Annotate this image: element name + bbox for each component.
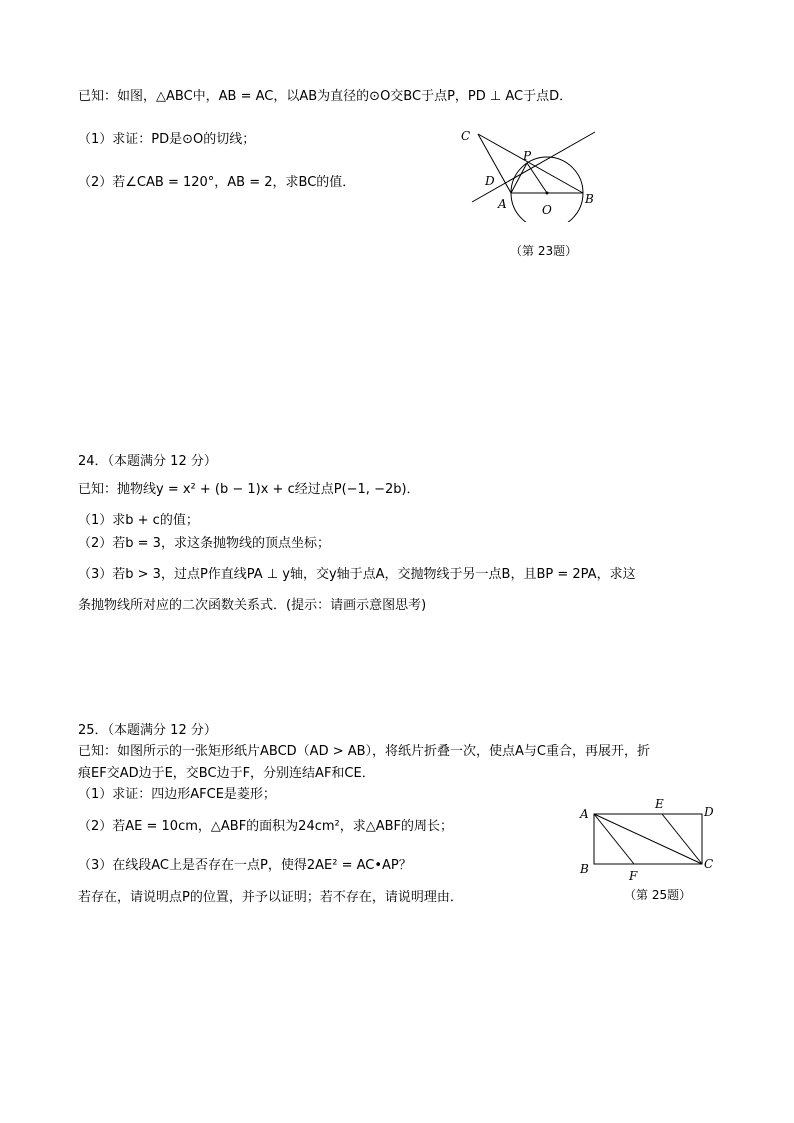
label-o: O [542,203,552,217]
q24-part1: （1）求b + c的值； [78,513,199,528]
label-c: C [704,857,714,871]
q23-figure [450,122,610,222]
label-b: B [585,192,594,206]
label-c: C [461,129,471,143]
q24-part3-line2: 条抛物线所对应的二次函数关系式．(提示：请画示意图思考) [78,598,427,613]
q25-stem-line2: 痕EF交AD边于E，交BC边于F，分别连结AF和CE． [78,766,375,781]
q25-part3-continued: 若存在，请说明点P的位置，并予以证明；若不存在，请说明理由． [78,890,463,905]
q25-stem-line1: 已知：如图所示的一张矩形纸片ABCD（AD > AB），将纸片折叠一次，使点A与C重合，再展开，折 [78,744,651,759]
q25-part2: （2）若AE = 10cm，△ABF的面积为24cm²，求△ABF的周长； [78,819,454,834]
label-b: B [580,862,589,876]
q25-figure [572,796,722,886]
q23-part1: （1）求证：PD是⊙O的切线； [78,132,256,147]
segment-af [594,814,634,864]
diagonal-ac [594,814,702,864]
label-d: D [704,805,714,819]
q25-part1: （1）求证：四边形AFCE是菱形； [78,787,276,802]
q25-header: 25．（本题满分 12 分） [78,723,217,738]
label-f: F [629,869,638,883]
segment-ce [662,814,702,864]
center-dot [546,192,549,195]
q24-part3-line1: （3）若b > 3，过点P作直线PA ⊥ y轴，交y轴于点A，交抛物线于另一点B，且BP = 2PA，求这 [78,567,636,582]
q25-part3: （3）在线段AC上是否存在一点P，使得2AE² = AC•AP？ [78,858,412,873]
tangent-pd [472,132,595,202]
rectangle-fold-diagram [572,796,722,886]
circle-tangent-diagram [450,122,610,222]
q24-part2: （2）若b = 3，求这条抛物线的顶点坐标； [78,536,330,551]
label-a: A [580,807,589,821]
q24-stem: 已知：抛物线y = x² + (b − 1)x + c经过点P(−1, −2b)． [78,482,420,497]
label-e: E [655,797,664,811]
label-a: A [498,197,507,211]
q23-stem: 已知：如图，△ABC中，AB = AC，以AB为直径的⊙O交BC于点P，PD ⊥ AC于点D． [78,89,573,104]
q23-caption: （第 23题） [510,244,578,258]
q24-header: 24．（本题满分 12 分） [78,454,217,469]
q25-caption: （第 25题） [624,888,692,902]
label-p: P [523,149,532,163]
label-d: D [485,174,495,188]
q23-part2: （2）若∠CAB = 120°，AB = 2，求BC的值． [78,175,356,190]
